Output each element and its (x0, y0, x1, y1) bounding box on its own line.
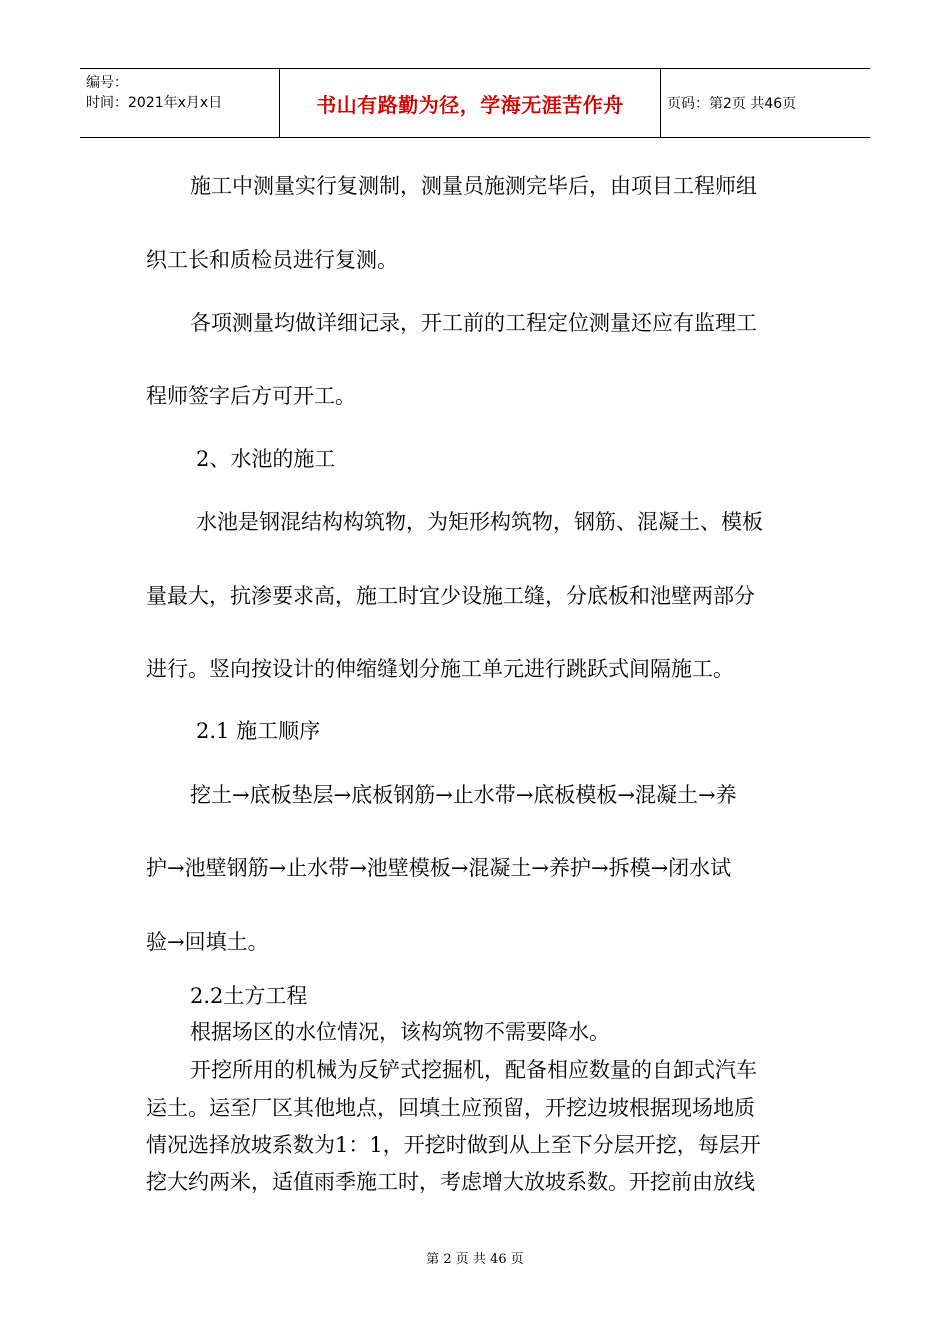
body-line: 织工长和质检员进行复测。 (146, 248, 398, 272)
body-line: 情况选择放坡系数为1：1，开挖时做到从上至下分层开挖，每层开 (146, 1133, 761, 1157)
body-line: 施工中测量实行复测制，测量员施测完毕后，由项目工程师组 (190, 174, 757, 198)
body-line: 程师签字后方可开工。 (146, 384, 356, 408)
body-line: 量最大，抗渗要求高，施工时宜少设施工缝，分底板和池壁两部分 (146, 584, 755, 608)
number-label: 编号： (86, 75, 128, 91)
body-line: 水池是钢混结构构筑物，为矩形构筑物，钢筋、混凝土、模板 (196, 510, 763, 534)
body-line: 挖土→底板垫层→底板钢筋→止水带→底板模板→混凝土→养 (190, 783, 737, 807)
section-heading: 2.1 施工顺序 (196, 719, 321, 743)
body-line: 开挖所用的机械为反铲式挖掘机，配备相应数量的自卸式汽车 (190, 1058, 757, 1082)
header-page-info: 页码：第2页 共46页 (667, 96, 797, 112)
section-heading: 2.2土方工程 (190, 984, 308, 1008)
body-line: 护→池壁钢筋→止水带→池壁模板→混凝土→养护→拆模→闭水试 (146, 856, 732, 880)
page-footer: 第 2 页 共 46 页 (426, 1252, 524, 1267)
header-motto: 书山有路勤为径，学海无涯苦作舟 (280, 69, 661, 137)
body-line: 进行。竖向按设计的伸缩缝划分施工单元进行跳跃式间隔施工。 (146, 657, 734, 681)
section-heading: 2、水池的施工 (196, 447, 336, 471)
page-header (80, 68, 870, 138)
time-label: 时间：2021年x月x日 (86, 95, 223, 111)
body-line: 运土。运至厂区其他地点，回填土应预留，开挖边坡根据现场地质 (146, 1096, 755, 1120)
header-meta (80, 69, 280, 137)
body-line: 根据场区的水位情况，该构筑物不需要降水。 (190, 1020, 610, 1044)
body-line: 验→回填土。 (146, 930, 269, 954)
body-line: 挖大约两米，适值雨季施工时，考虑增大放坡系数。开挖前由放线 (146, 1170, 755, 1194)
body-line: 各项测量均做详细记录，开工前的工程定位测量还应有监理工 (190, 311, 757, 335)
